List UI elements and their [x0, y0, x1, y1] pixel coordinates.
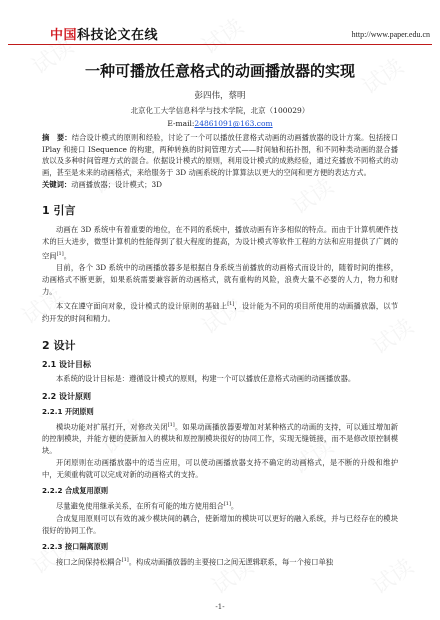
keywords — [42, 180, 398, 190]
paragraph-text: 接口之间保持松耦合 — [56, 557, 122, 567]
paragraph — [42, 498, 398, 512]
subsubsection-heading: 2.2.3 接口隔离原则 — [42, 541, 109, 551]
abstract — [42, 132, 398, 178]
abstract-text: 结合设计模式的原则和经验，讨论了一个可以播放任意格式动画的动画播放器的设计方案。包括接口 IPlay 和接口 ISequence 的构建，两种转换的时间管理方式——时间轴和拓扑图，和不同种类动画的混合播放以及多种时间管理方式的混合。依据设计模式的原则，利用设计模式的成熟经验，通过充播放不同格式的动画，甚至是未来的动画格式，来给服务于 3D 动画系统的计算算法以更大的空间和更方便的表达方式。 — [42, 133, 399, 177]
subsection-heading: 2.1 设计目标 — [42, 359, 91, 369]
paragraph — [42, 224, 398, 262]
email-line — [42, 119, 398, 128]
paragraph — [42, 419, 398, 457]
paragraph: 目前，各个 3D 系统中的动画播放器多是根据自身系统当前播放的动画格式而设计的，随着时间的推移，动画格式不断更新，如果系统需要兼容新的动画格式，就有重构的风险，浪费大量不必要的人力，物力和财力。 — [42, 263, 398, 297]
affiliation: 北京化工大学信息科学与技术学院，北京（100029） — [130, 106, 310, 115]
keywords-text: 动画播放器；设计模式；3D — [71, 180, 162, 189]
logo-black-part: 科技论文在线 — [77, 28, 159, 43]
site-url[interactable]: http://www.paper.edu.cn — [351, 30, 430, 39]
paragraph-text: ，设计能为不同的项目所使用的动画播放器，以节约开发的时间和精力。 — [42, 301, 399, 323]
paragraph-text: 模块功能对扩展打开，对修改关闭 — [56, 422, 168, 432]
paragraph — [42, 554, 398, 568]
logo-red-part: 中国 — [50, 28, 78, 43]
citation[interactable]: [1] — [121, 556, 129, 563]
paragraph — [42, 298, 398, 324]
abstract-label: 摘 要： — [42, 133, 72, 142]
paragraph-text: 。 — [230, 501, 239, 511]
paragraph: 开闭原则在动画播放器中的适当应用，可以使动画播放器支持不确定的动画格式，是不断的升级和维护中，无须重构就可以完成对新的动画格式的支持。 — [42, 458, 398, 480]
paragraph: 合成复用原则可以有效的减少模块间的耦合，使新增加的模块可以更好的融入系统，并与已经存在的模块很好的协同工作。 — [42, 513, 398, 535]
page-header — [42, 0, 430, 44]
paragraph-text: 。构成动画播放器的主要接口之间无逻辑联系，每一个接口单独 — [128, 557, 334, 567]
subsection-heading: 2.2 设计原则 — [42, 391, 91, 401]
paragraph: 本系统的设计目标是：遵循设计模式的原则，构建一个可以播放任意格式动画的动画播放器。 — [56, 373, 356, 383]
paper-title: 一种可播放任意格式的动画播放器的实现 — [84, 62, 355, 80]
section-heading: 1 引言 — [42, 204, 76, 217]
paragraph-text: 。 — [63, 251, 71, 261]
subsubsection-heading: 2.2.1 开闭原则 — [42, 406, 94, 416]
citation[interactable]: [1] — [56, 251, 64, 257]
header-rule — [8, 44, 432, 45]
citation[interactable]: [1] — [167, 421, 175, 428]
citation[interactable]: [1] — [223, 501, 231, 508]
email-label: E-mail: — [167, 119, 195, 128]
keywords-label: 关键词： — [42, 180, 72, 189]
page-number: -1- — [215, 603, 225, 611]
paragraph-text: 尽量避免使用继承关系，在所有可能的地方使用组合 — [56, 501, 224, 511]
subsubsection-heading: 2.2.2 合成复用原则 — [42, 486, 109, 496]
section-heading: 2 设计 — [42, 338, 76, 352]
site-logo[interactable] — [50, 24, 158, 43]
citation[interactable]: [1] — [227, 301, 235, 308]
paragraph-text: 。如果动画播放器要增加对某种格式的动画的支持，可以通过增加新的控制模块，并能方便的使新加入的模块和原控制模块很好的协同工作，实现无缝链接，而不是修改原控制模块。 — [42, 422, 399, 456]
authors: 彭四伟，蔡明 — [194, 91, 246, 101]
paragraph-text: 动画在 3D 系统中有着重要的地位，在不同的系统中，播放动画有许多相似的特点。而由于计算机硬件技术的巨大进步，微型计算机的性能得到了很大程度的提高，为设计模式等软件工程的方法和应用提供了广阔的空间 — [42, 225, 398, 261]
paragraph-text: 本文在遵守面向对象，设计模式的设计原则的基础上 — [56, 301, 228, 311]
email-link[interactable]: 24861091@163.com — [194, 119, 273, 128]
